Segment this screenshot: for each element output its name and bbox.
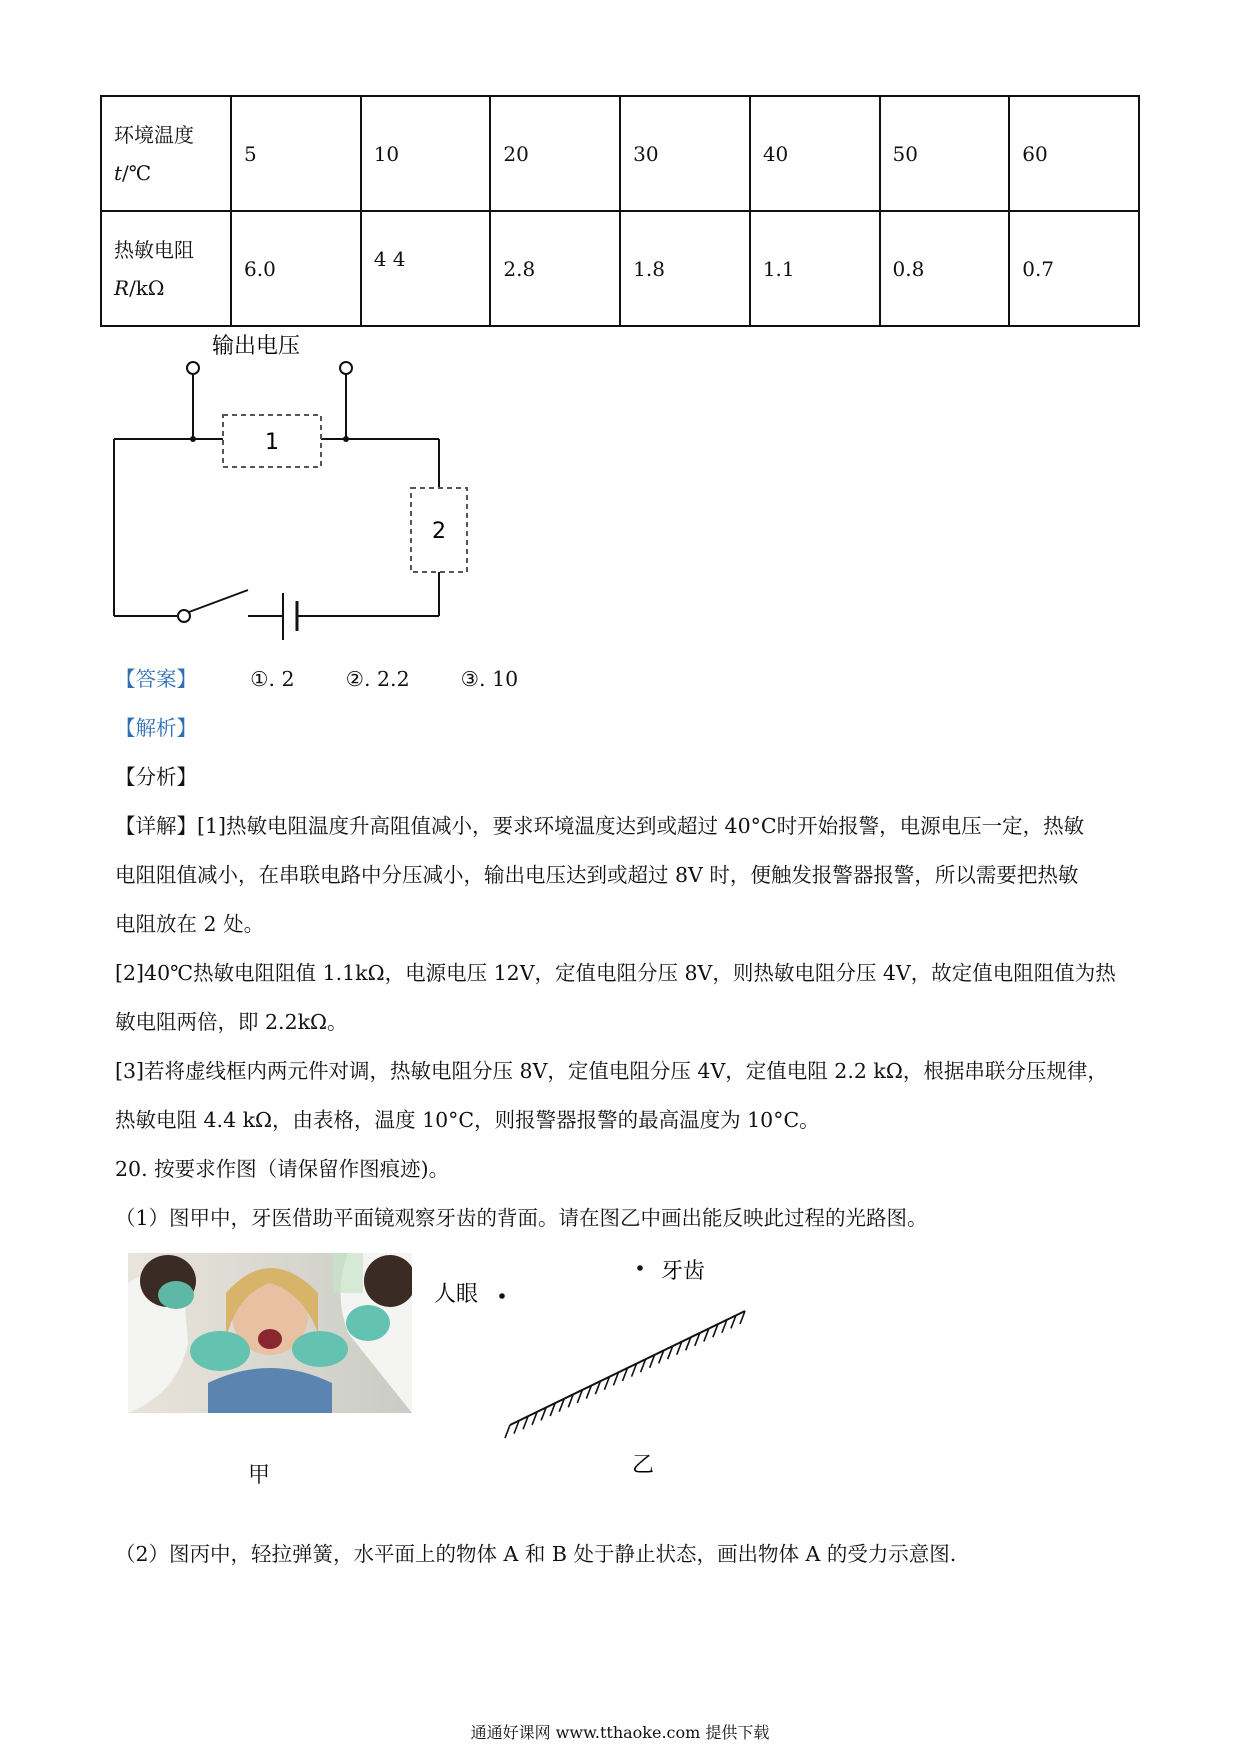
detail-line-2: 电阻阻值减小，在串联电路中分压减小，输出电压达到或超过 8V 时，便触发报警器报警，所以需要把热敏 <box>115 863 1079 887</box>
eye-point <box>499 1293 505 1299</box>
detail-line-5: 敏电阻两倍，即 2.2kΩ。 <box>115 1010 348 1034</box>
table-row-temperature <box>101 96 1139 211</box>
analysis-tag: 【解析】 <box>115 716 197 740</box>
question-20-title: 20. 按要求作图（请保留作图痕迹)。 <box>115 1157 450 1181</box>
detail-line-4: [2]40℃热敏电阻阻值 1.1kΩ，电源电压 12V，定值电阻分压 8V，则热敏电阻分压 4V，故定值电阻阻值为热 <box>115 961 1116 985</box>
table-cell: 20 <box>490 96 620 211</box>
circuit-diagram <box>100 325 480 655</box>
mirror-hatch-mark <box>505 1425 510 1438</box>
table-cell: 1.8 <box>620 211 750 326</box>
detail-tag: 【详解】 <box>115 814 197 838</box>
table-cell: 0.8 <box>880 211 1010 326</box>
dentist-photo <box>128 1253 412 1413</box>
mirror-hatching <box>505 1311 745 1438</box>
table-header-temperature: 环境温度 t/℃ <box>101 96 231 211</box>
table-cell: 4 4 <box>361 211 491 326</box>
page-footer: 通通好课网 www.tthaoke.com 提供下载 <box>470 1723 770 1742</box>
tooth-label: 牙齿 <box>661 1259 706 1284</box>
table-cell: 40 <box>750 96 880 211</box>
table-cell: 6.0 <box>231 211 361 326</box>
table-cell: 10 <box>361 96 491 211</box>
figure-yi-caption: 乙 <box>632 1453 655 1475</box>
figure-jia-caption: 甲 <box>248 1463 271 1488</box>
box-2-label: 2 <box>432 519 446 544</box>
table-cell: 1.1 <box>750 211 880 326</box>
answer-item-3: ③. 10 <box>460 667 519 691</box>
table-row-resistance <box>101 211 1139 326</box>
detail-line-6: [3]若将虚线框内两元件对调，热敏电阻分压 8V，定值电阻分压 4V，定值电阻 2.2 kΩ，根据串联分压规律， <box>115 1059 1108 1083</box>
temperature-resistance-table <box>100 95 1140 327</box>
table-cell: 2.8 <box>490 211 620 326</box>
table-cell: 0.7 <box>1009 211 1139 326</box>
fenxi-tag: 【分析】 <box>115 765 197 789</box>
table-cell: 5 <box>231 96 361 211</box>
detail-line-3: 电阻放在 2 处。 <box>115 912 265 936</box>
table-cell: 60 <box>1009 96 1139 211</box>
answer-item-1: ①. 2 <box>250 667 295 691</box>
question-20-part-2: （2）图丙中，轻拉弹簧，水平面上的物体 A 和 B 处于静止状态，画出物体 A 的受力示意图. <box>115 1542 957 1566</box>
output-terminal-left <box>187 362 199 374</box>
output-terminal-right <box>340 362 352 374</box>
circuit-title: 输出电压 <box>212 334 301 359</box>
table-header-resistance: 热敏电阻 R/kΩ <box>101 211 231 326</box>
answer-item-2: ②. 2.2 <box>345 667 410 691</box>
mirror-diagram <box>420 1245 760 1475</box>
question-20-part-1: （1）图甲中，牙医借助平面镜观察牙齿的背面。请在图乙中画出能反映此过程的光路图。 <box>115 1206 928 1230</box>
answer-line <box>115 656 518 703</box>
detail-line-7: 热敏电阻 4.4 kΩ，由表格，温度 10°C，则报警器报警的最高温度为 10°C。 <box>115 1108 820 1132</box>
table-cell: 30 <box>620 96 750 211</box>
box-1-label: 1 <box>265 430 279 455</box>
switch-lever <box>189 590 248 612</box>
detail-line-1: 【详解】[1]热敏电阻温度升高阻值减小，要求环境温度达到或超过 40°C时开始报警，电源电压一定，热敏 <box>115 814 1085 838</box>
eye-label: 人眼 <box>434 1282 479 1307</box>
switch-pivot <box>178 610 190 622</box>
tooth-point <box>637 1265 643 1271</box>
table-cell: 50 <box>880 96 1010 211</box>
answer-tag: 【答案】 <box>115 667 197 691</box>
